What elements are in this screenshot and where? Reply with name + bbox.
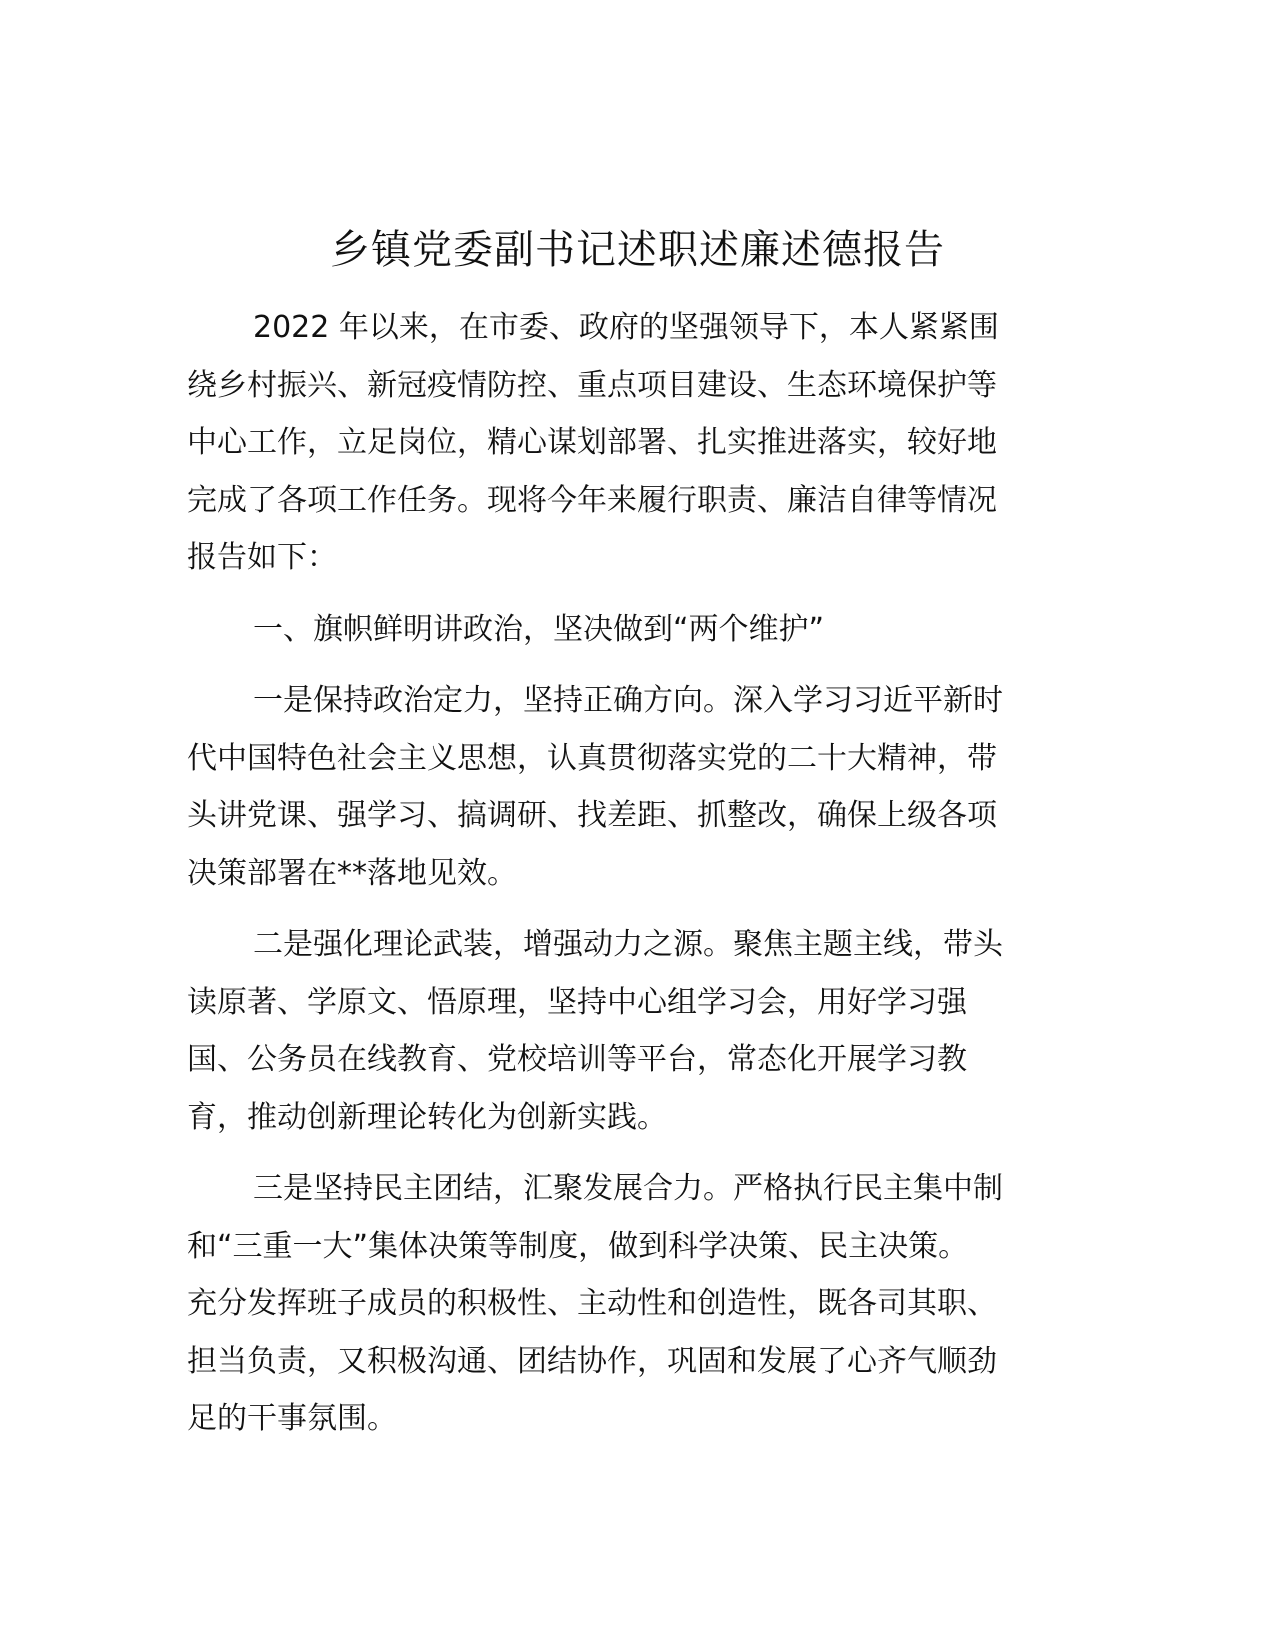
text-line: 国、公务员在线教育、党校培训等平台，常态化开展学习教 bbox=[187, 1042, 967, 1077]
paragraph-point-two bbox=[187, 916, 1087, 1146]
text-line: 2022 年以来，在市委、政府的坚强领导下，本人紧紧围 bbox=[253, 310, 999, 345]
text-line: 中心工作，立足岗位，精心谋划部署、扎实推进落实，较好地 bbox=[187, 425, 997, 460]
paragraph-intro bbox=[187, 299, 1087, 587]
paragraph-point-three bbox=[187, 1160, 1087, 1448]
text-line: 头讲党课、强学习、搞调研、找差距、抓整改，确保上级各项 bbox=[187, 798, 997, 833]
section-heading bbox=[187, 601, 1087, 659]
document-title: 乡镇党委副书记述职述廉述德报告 bbox=[330, 227, 945, 273]
text-line: 一、旗帜鲜明讲政治，坚决做到“两个维护” bbox=[253, 611, 825, 647]
text-line: 育，推动创新理论转化为创新实践。 bbox=[187, 1099, 667, 1135]
paragraph-point-one bbox=[187, 672, 1087, 902]
text-line: 读原著、学原文、悟原理，坚持中心组学习会，用好学习强 bbox=[187, 984, 967, 1020]
text-line: 决策部署在**落地见效。 bbox=[187, 855, 517, 891]
text-line: 和“三重一大”集体决策等制度，做到科学决策、民主决策。 bbox=[187, 1228, 969, 1264]
text-line: 绕乡村振兴、新冠疫情防控、重点项目建设、生态环境保护等 bbox=[187, 367, 997, 403]
text-line: 担当负责，又积极沟通、团结协作，巩固和发展了心齐气顺劲 bbox=[187, 1343, 997, 1379]
text-line: 代中国特色社会主义思想，认真贯彻落实党的二十大精神，带 bbox=[187, 740, 997, 776]
text-line: 三是坚持民主团结，汇聚发展合力。严格执行民主集中制 bbox=[253, 1171, 1003, 1206]
text-line: 充分发挥班子成员的积极性、主动性和创造性，既各司其职、 bbox=[187, 1286, 997, 1321]
text-line: 完成了各项工作任务。现将今年来履行职责、廉洁自律等情况 bbox=[187, 482, 997, 518]
text-line: 足的干事氛围。 bbox=[187, 1401, 397, 1436]
document-body bbox=[187, 299, 1087, 1462]
text-line: 一是保持政治定力，坚持正确方向。深入学习习近平新时 bbox=[253, 683, 1003, 718]
text-line: 报告如下： bbox=[187, 540, 337, 575]
text-line: 二是强化理论武装，增强动力之源。聚焦主题主线，带头 bbox=[253, 927, 1003, 962]
